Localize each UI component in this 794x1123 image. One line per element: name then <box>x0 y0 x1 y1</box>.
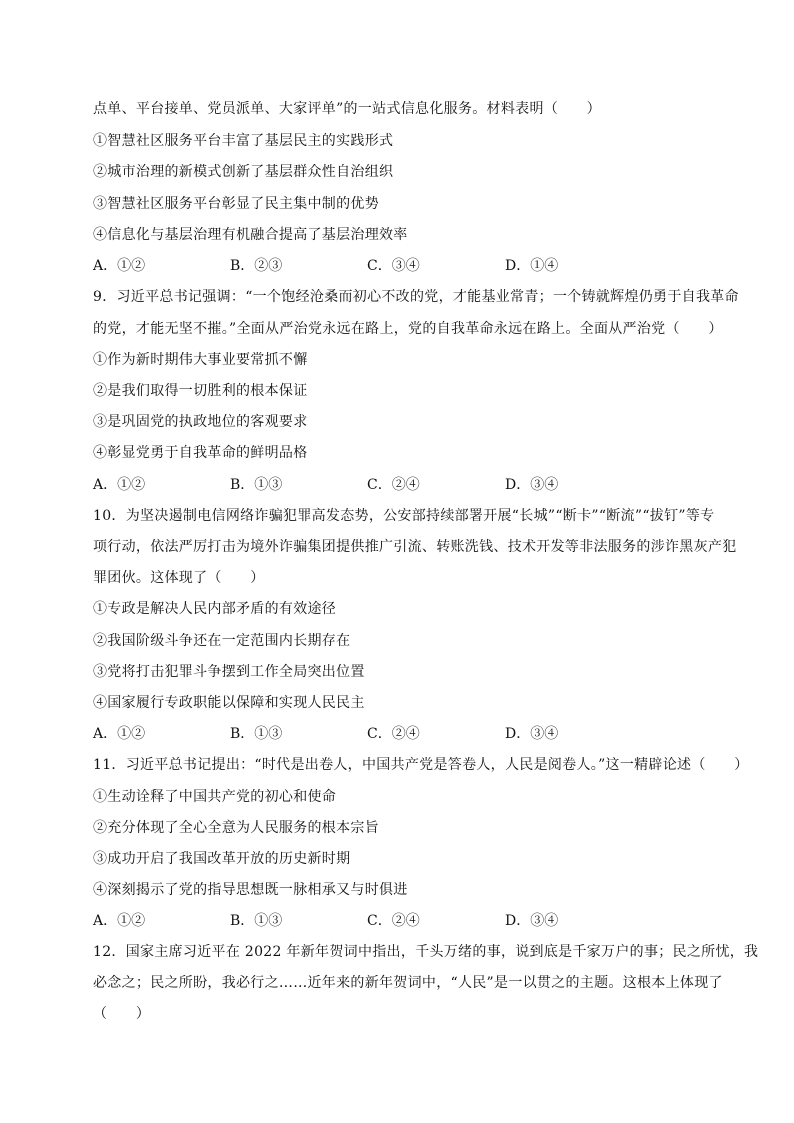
q12-stem-line-3: （ ） <box>93 1006 151 1022</box>
q12-stem-line-1: 12．国家主席习近平在 2022 年新年贺词中指出，千头万绪的事，说到底是千家万户的事；民之所忧，我 <box>93 944 759 960</box>
q11-stem-line-1: 11．习近平总书记提出：“时代是出卷人，中国共产党是答卷人，人民是阅卷人。”这一精辟论述（ ） <box>93 757 749 773</box>
q9-item-1: ①作为新时期伟大事业要常抓不懈 <box>93 352 308 368</box>
q9-stem-line-1: 9．习近平总书记强调：“一个饱经沧桑而初心不改的党，才能基业常青；一个铸就辉煌仍勇于自我革命 <box>93 289 739 305</box>
q9-option-c[interactable]: C．②④ <box>367 477 420 493</box>
q11-option-d[interactable]: D．③④ <box>505 913 559 929</box>
q10-item-4: ④国家履行专政职能以保障和实现人民民主 <box>93 695 365 711</box>
q9-stem-line-2: 的党，才能无坚不摧。”全面从严治党永远在路上，党的自我革命永远在路上。全面从严治党（ ） <box>93 321 723 337</box>
q10-option-b[interactable]: B．①③ <box>230 726 283 742</box>
q10-option-c[interactable]: C．②④ <box>367 726 420 742</box>
q11-item-2: ②充分体现了全心全意为人民服务的根本宗旨 <box>93 820 379 836</box>
q8-option-b[interactable]: B．②③ <box>230 258 283 274</box>
q11-item-1: ①生动诠释了中国共产党的初心和使命 <box>93 789 337 805</box>
q8-item-3: ③智慧社区服务平台彰显了民主集中制的优势 <box>93 196 379 212</box>
q8-stem-continuation: 点单、平台接单、党员派单、大家评单”的一站式信息化服务。材料表明（ ） <box>93 101 601 117</box>
q8-item-2: ②城市治理的新模式创新了基层群众性自治组织 <box>93 164 394 180</box>
q10-item-2: ②我国阶级斗争还在一定范围内长期存在 <box>93 633 351 649</box>
q8-option-c[interactable]: C．③④ <box>367 258 420 274</box>
q11-item-3: ③成功开启了我国改革开放的历史新时期 <box>93 851 351 867</box>
q10-stem-line-2: 项行动，依法严厉打击为境外诈骗集团提供推广引流、转账洗钱、技术开发等非法服务的涉诈黑灰产犯 <box>93 539 737 555</box>
q9-option-b[interactable]: B．①③ <box>230 477 283 493</box>
q9-item-2: ②是我们取得一切胜利的根本保证 <box>93 383 308 399</box>
q9-item-4: ④彰显党勇于自我革命的鲜明品格 <box>93 445 308 461</box>
q11-option-a[interactable]: A．①② <box>93 913 146 929</box>
q10-item-3: ③党将打击犯罪斗争摆到工作全局突出位置 <box>93 664 365 680</box>
q8-option-d[interactable]: D．①④ <box>505 258 559 274</box>
q9-item-3: ③是巩固党的执政地位的客观要求 <box>93 414 308 430</box>
q11-option-b[interactable]: B．①③ <box>230 913 283 929</box>
q8-item-4: ④信息化与基层治理有机融合提高了基层治理效率 <box>93 227 408 243</box>
q10-item-1: ①专政是解决人民内部矛盾的有效途径 <box>93 601 337 617</box>
q10-option-d[interactable]: D．③④ <box>505 726 559 742</box>
q11-option-c[interactable]: C．②④ <box>367 913 420 929</box>
q8-option-a[interactable]: A．①② <box>93 258 146 274</box>
q11-item-4: ④深刻揭示了党的指导思想既一脉相承又与时俱进 <box>93 882 408 898</box>
q10-option-a[interactable]: A．①② <box>93 726 146 742</box>
q10-stem-line-1: 10．为坚决遏制电信网络诈骗犯罪高发态势，公安部持续部署开展“长城”“断卡”“断流”“拔钉”等专 <box>93 508 715 524</box>
q12-stem-line-2: 必念之；民之所盼，我必行之……近年来的新年贺词中，“人民”是一以贯之的主题。这根本上体现了 <box>93 975 723 991</box>
q10-stem-line-3: 罪团伙。这体现了（ ） <box>93 570 265 586</box>
q8-item-1: ①智慧社区服务平台丰富了基层民主的实践形式 <box>93 133 394 149</box>
q9-option-d[interactable]: D．③④ <box>505 477 559 493</box>
q9-option-a[interactable]: A．①② <box>93 477 146 493</box>
